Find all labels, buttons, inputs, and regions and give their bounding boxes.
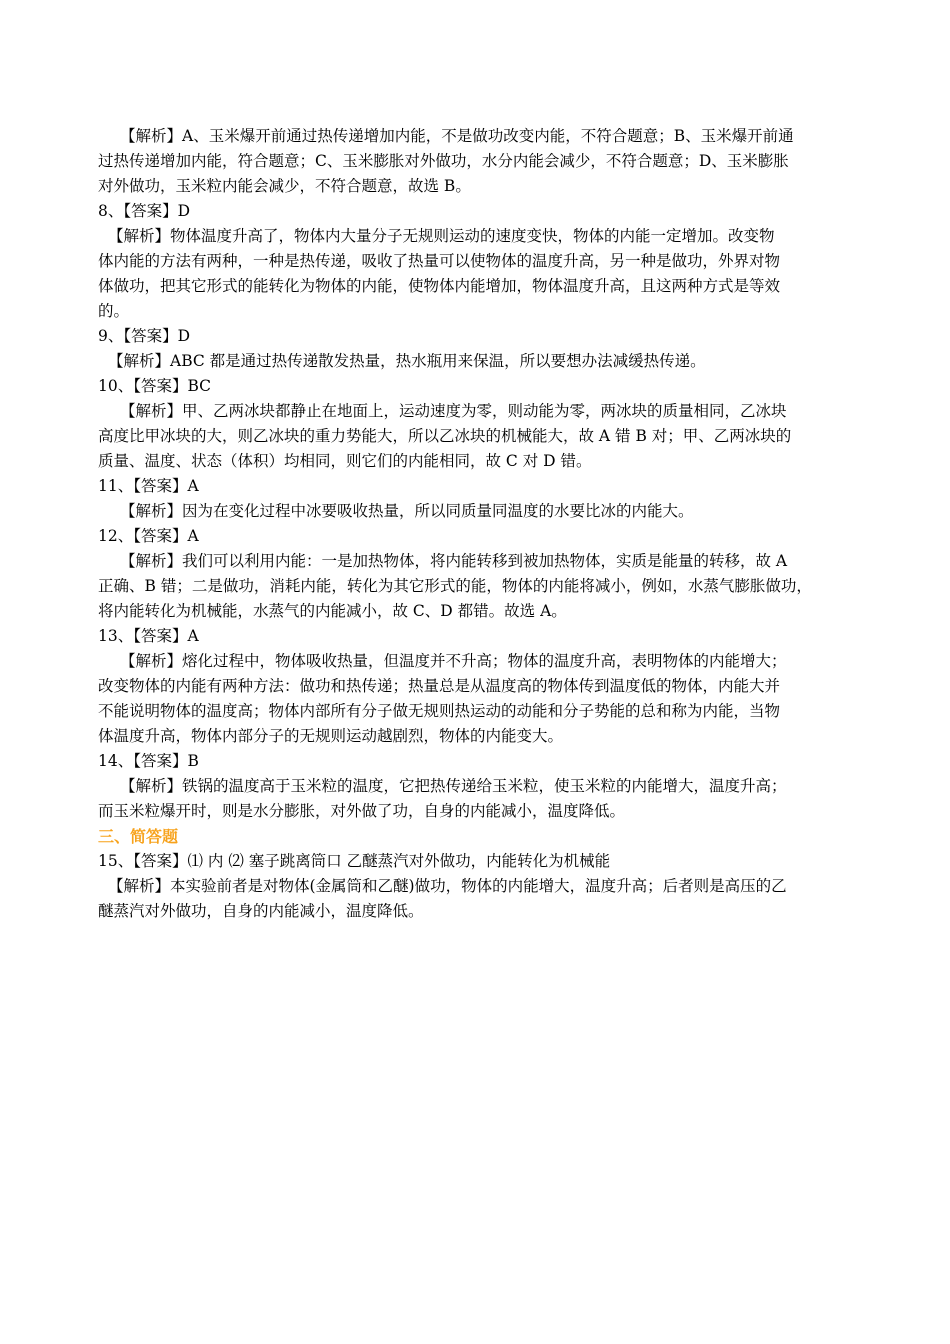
analysis-line: 【解析】ABC 都是通过热传递散发热量，热水瓶用来保温，所以要想办法减缓热传递。	[108, 352, 706, 370]
q12-answer: 12、【答案】A	[98, 527, 199, 545]
analysis-line: 而玉米粒爆开时，则是水分膨胀，对外做了功，自身的内能减小，温度降低。	[98, 802, 626, 820]
analysis-line: 【解析】甲、乙两冰块都静止在地面上，运动速度为零，则动能为零，两冰块的质量相同，乙冰块	[120, 402, 787, 420]
analysis-line: 体温度升高，物体内部分子的无规则运动越剧烈，物体的内能变大。	[98, 727, 564, 745]
analysis-line: 【解析】我们可以利用内能：一是加热物体，将内能转移到被加热物体，实质是能量的转移，故 A	[120, 552, 788, 570]
analysis-line: 体做功，把其它形式的能转化为物体的内能，使物体内能增加，物体温度升高，且这两种方式是等效	[98, 277, 781, 295]
analysis-line: 【解析】铁锅的温度高于玉米粒的温度，它把热传递给玉米粒，使玉米粒的内能增大，温度升高；	[120, 777, 787, 795]
analysis-line: 体内能的方法有两种，一种是热传递，吸收了热量可以使物体的温度升高，另一种是做功，外界对物	[98, 252, 781, 270]
q15-answer: 15、【答案】⑴ 内 ⑵ 塞子跳离筒口 乙醚蒸汽对外做功，内能转化为机械能	[98, 852, 611, 870]
analysis-line: 【解析】本实验前者是对物体(金属筒和乙醚)做功，物体的内能增大，温度升高；后者则是高压的乙	[108, 877, 787, 895]
q14-analysis	[98, 774, 860, 824]
q9-analysis	[98, 349, 860, 374]
analysis-line: 【解析】A、玉米爆开前通过热传递增加内能，不是做功改变内能，不符合题意；B、玉米爆开前通	[120, 127, 794, 145]
analysis-line: 【解析】物体温度升高了，物体内大量分子无规则运动的速度变快，物体的内能一定增加。改变物	[108, 227, 775, 245]
q7-analysis	[98, 124, 860, 199]
q8-answer: 8、【答案】D	[98, 202, 191, 220]
analysis-line: 的。	[98, 302, 130, 320]
analysis-line: 高度比甲冰块的大，则乙冰块的重力势能大，所以乙冰块的机械能大，故 A 错 B 对；甲、乙两冰块的	[98, 427, 792, 445]
document-page	[98, 124, 860, 924]
analysis-line: 不能说明物体的温度高；物体内部所有分子做无规则热运动的动能和分子势能的总和称为内能，当物	[98, 702, 781, 720]
analysis-line: 【解析】熔化过程中，物体吸收热量，但温度并不升高；物体的温度升高，表明物体的内能增大；	[120, 652, 787, 670]
q14-answer: 14、【答案】B	[98, 752, 199, 770]
q9-answer: 9、【答案】D	[98, 327, 191, 345]
q13-analysis	[98, 649, 860, 749]
analysis-line: 将内能转化为机械能，水蒸气的内能减小，故 C、D 都错。故选 A。	[98, 602, 567, 620]
section-title-short-answer: 三、简答题	[98, 827, 179, 846]
q11-analysis	[98, 499, 860, 524]
analysis-line: 过热传递增加内能，符合题意；C、玉米膨胀对外做功，水分内能会减少，不符合题意；D、玉米膨胀	[98, 152, 789, 170]
analysis-line: 正确、B 错；二是做功，消耗内能，转化为其它形式的能，物体的内能将减小，例如，水蒸气膨胀做功，	[98, 577, 812, 595]
q13-answer: 13、【答案】A	[98, 627, 199, 645]
q10-answer: 10、【答案】BC	[98, 377, 212, 395]
q8-analysis	[98, 224, 860, 324]
analysis-line: 【解析】因为在变化过程中冰要吸收热量，所以同质量同温度的水要比冰的内能大。	[120, 502, 694, 520]
q12-analysis	[98, 549, 860, 624]
analysis-line: 质量、温度、状态（体积）均相同，则它们的内能相同，故 C 对 D 错。	[98, 452, 592, 470]
q10-analysis	[98, 399, 860, 474]
q15-analysis	[98, 874, 860, 924]
analysis-line: 醚蒸汽对外做功，自身的内能减小，温度降低。	[98, 902, 424, 920]
q11-answer: 11、【答案】A	[98, 477, 199, 495]
analysis-line: 对外做功，玉米粒内能会减少，不符合题意，故选 B。	[98, 177, 471, 195]
analysis-line: 改变物体的内能有两种方法：做功和热传递；热量总是从温度高的物体传到温度低的物体，内能大并	[98, 677, 781, 695]
